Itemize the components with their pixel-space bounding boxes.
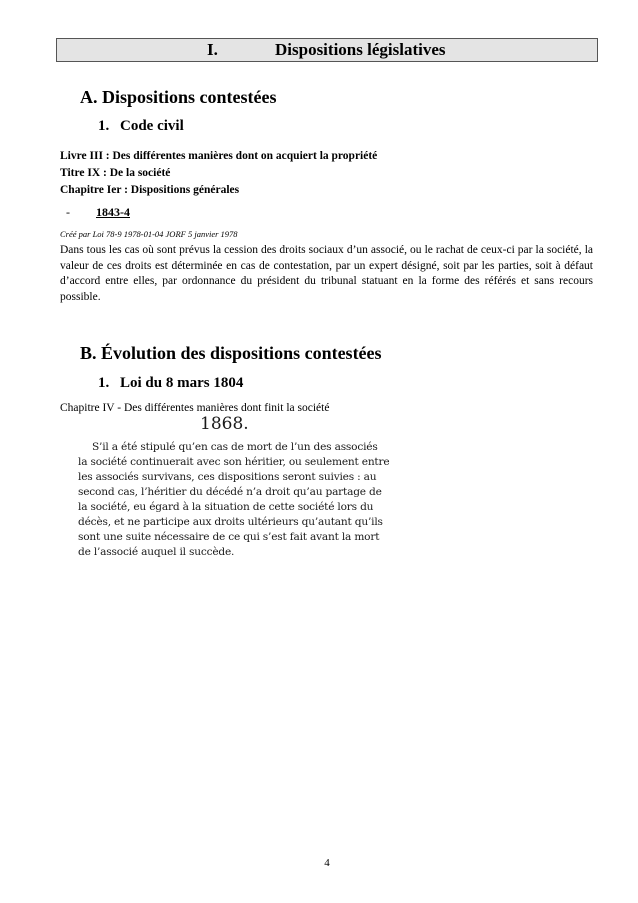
article-text: Dans tous les cas où sont prévus la cession des droits sociaux d’un associé, ou le rachat de ceux-ci par la société, la valeur de ces droits est déterminée en cas de contestation, par un expert désigné, soit par les parties, soit à défaut d’accord entre elles, par ordonnance du président du tribunal statuant en la forme des référés et sans recours possible.	[60, 244, 593, 303]
page-number: 4	[324, 857, 330, 869]
subsection-a-heading: A. Dispositions contestées	[80, 87, 277, 107]
scan-line: second cas, l’héritier du décédé n’a droit qu’au partage de	[78, 486, 382, 498]
subsection-a-item1-heading	[98, 117, 184, 135]
scan-line: la société, eu égard à la situation de cette société lors du	[78, 501, 374, 513]
subsection-b-item1-title: Loi du 8 mars 1804	[120, 375, 244, 391]
subsection-b-item1-number: 1.	[98, 375, 110, 391]
scan-line: la société continuerait avec son héritier, ou seulement entre	[78, 456, 390, 468]
meta-chapitre: Chapitre Ier : Dispositions générales	[60, 184, 240, 196]
article-dash: -	[66, 205, 70, 219]
subsection-a-item1-number: 1.	[98, 118, 110, 134]
scan-line: les associés survivans, ces dispositions seront suivies : au	[78, 471, 377, 483]
section-title-box	[56, 38, 598, 62]
scan-line: de l’associé auquel il succède.	[78, 546, 235, 558]
scan-line: S’il a été stipulé qu’en cas de mort de l’un des associés	[92, 441, 378, 453]
subsection-a-item1-title: Code civil	[120, 118, 184, 134]
article-number: 1843-4	[96, 205, 130, 219]
article-created-note: Créé par Loi 78-9 1978-01-04 JORF 5 janvier 1978	[60, 229, 238, 239]
article-heading	[66, 205, 130, 220]
subsection-b-item1-heading	[98, 374, 243, 392]
scan-line: décès, et ne participe aux droits ultérieurs qu’autant qu’ils	[78, 516, 383, 528]
scanned-excerpt	[78, 414, 390, 566]
section-title: Dispositions législatives	[275, 40, 446, 59]
scan-year: 1868.	[200, 414, 249, 434]
scan-line: sont une suite nécessaire de ce qui s’est fait avant la mort	[78, 531, 380, 543]
meta-livre: Livre III : Des différentes manières dont on acquiert la propriété	[60, 150, 378, 162]
meta-titre: Titre IX : De la société	[60, 167, 171, 179]
section-number: I.	[207, 40, 218, 59]
subsection-b-heading: B. Évolution des dispositions contestées	[80, 343, 382, 363]
chapter-heading: Chapitre IV - Des différentes manières dont finit la société	[60, 402, 330, 414]
